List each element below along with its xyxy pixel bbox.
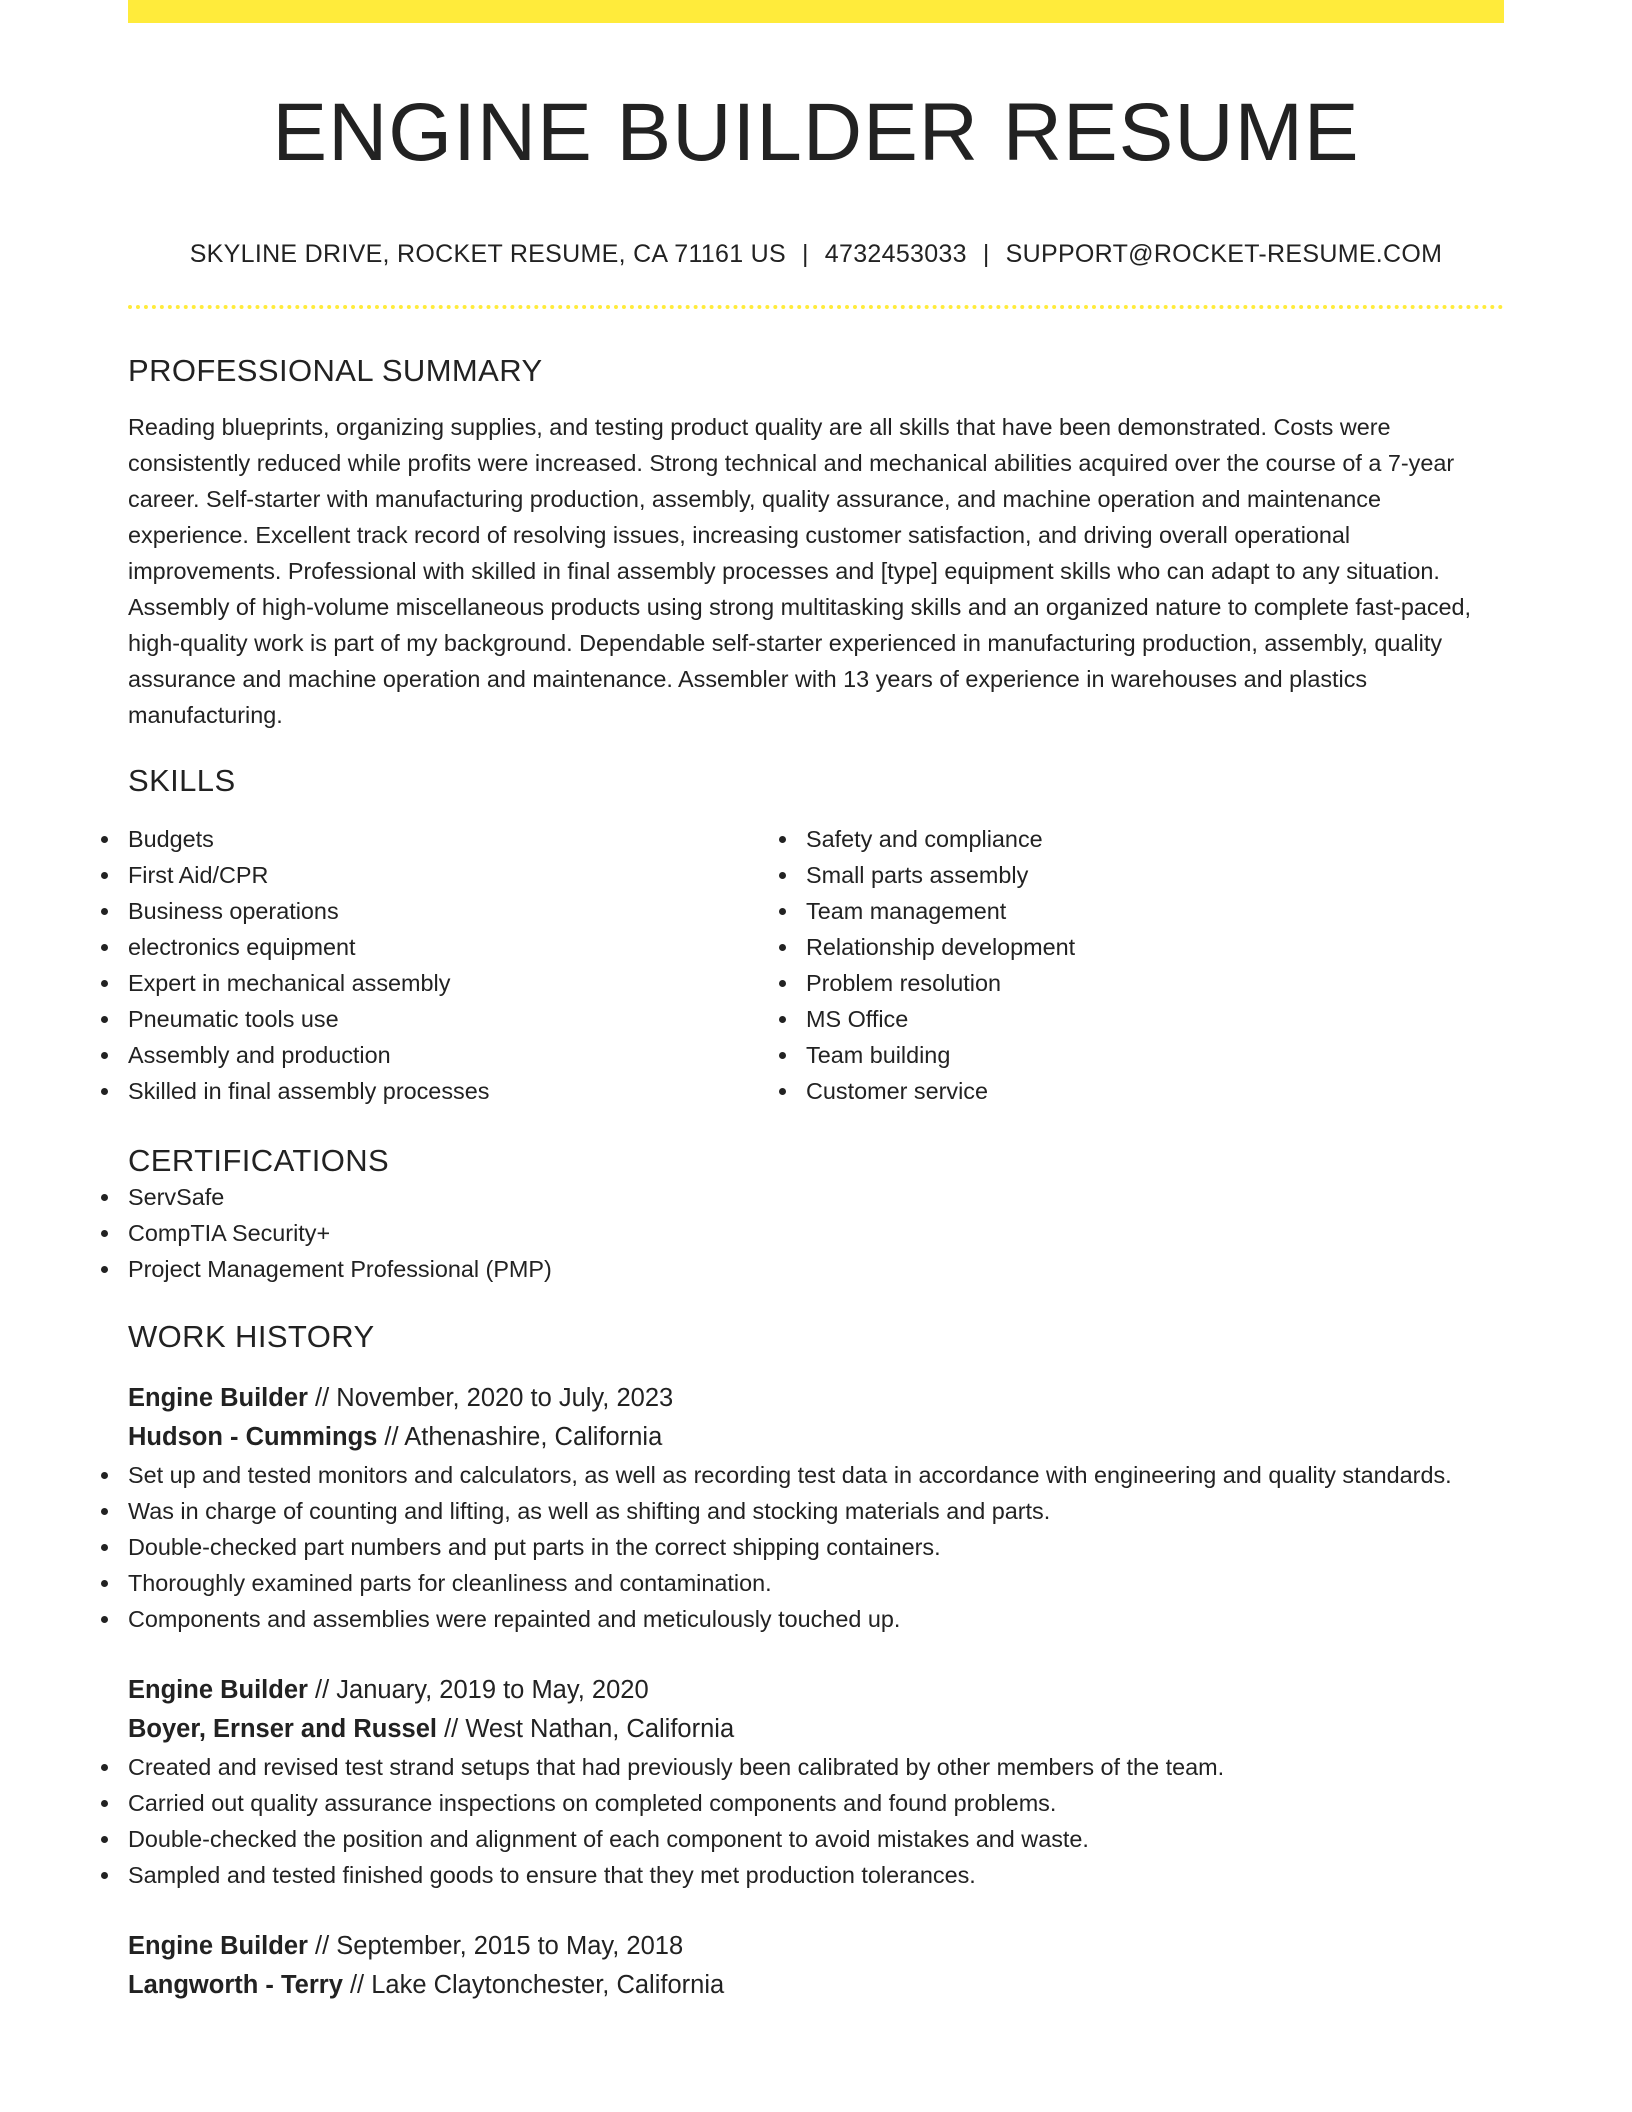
work-history-heading: WORK HISTORY [128, 1319, 375, 1354]
job-duty-item: Was in charge of counting and lifting, as well as shifting and stocking materials and parts. [128, 1493, 1504, 1529]
summary-text: Reading blueprints, organizing supplies, and testing product quality are all skills that have been demonstrated. Costs were consistently reduced while profits were increased. Strong technical and mechanical abilities acquired over the course of a 7-year career. Self-starter with manufacturing production, assembly, quality assurance, and machine operation and maintenance experience. Excellent track record of resolving issues, increasing customer satisfaction, and driving overall operational improvements. Professional with skilled in final assembly processes and [type] equipment skills who can adapt to any situation. Assembly of high-volume miscellaneous products using strong multitasking skills and an organized nature to complete fast-paced, high-quality work is part of my background. Dependable self-starter experienced in manufacturing production, assembly, quality assurance and machine operation and maintenance. Assembler with 13 years of experience in warehouses and plastics manufacturing. [128, 414, 1472, 728]
skill-item: Team management [806, 893, 1484, 929]
job-duty-item: Created and revised test strand setups that had previously been calibrated by other members of the team. [128, 1749, 1504, 1785]
job-role-line [128, 1379, 1504, 1418]
job-company-line [128, 1710, 1504, 1749]
job-company: Hudson - Cummings [128, 1423, 378, 1451]
skill-item: MS Office [806, 1001, 1484, 1037]
dotted-divider [128, 305, 1504, 309]
skill-item: Safety and compliance [806, 821, 1484, 857]
skill-item: Budgets [128, 821, 806, 857]
skill-item: Business operations [128, 893, 806, 929]
job-location: // Athenashire, California [384, 1423, 663, 1451]
skills-list-left [128, 821, 806, 1109]
skill-item: electronics equipment [128, 929, 806, 965]
resume-title: ENGINE BUILDER RESUME [272, 87, 1360, 178]
certifications-heading: CERTIFICATIONS [128, 1143, 390, 1178]
job-company: Boyer, Ernser and Russel [128, 1715, 437, 1743]
job-location: // West Nathan, California [444, 1715, 735, 1743]
skill-item: Relationship development [806, 929, 1484, 965]
contact-separator: | [982, 240, 990, 268]
job-duty-item: Thoroughly examined parts for cleanliness and contamination. [128, 1565, 1504, 1601]
job-duty-item: Set up and tested monitors and calculators, as well as recording test data in accordance with engineering and quality standards. [128, 1457, 1504, 1493]
contact-separator: | [802, 240, 809, 268]
skills-heading: SKILLS [128, 763, 236, 798]
job-company-line [128, 1418, 1504, 1457]
job-role: Engine Builder [128, 1932, 308, 1960]
job-dates: // January, 2019 to May, 2020 [315, 1676, 649, 1704]
job-entry [128, 1927, 1504, 2005]
job-duties-list [128, 1749, 1504, 1893]
contact-address: SKYLINE DRIVE, ROCKET RESUME, CA 71161 US [189, 240, 786, 268]
job-company-line [128, 1966, 1504, 2005]
skill-item: Skilled in final assembly processes [128, 1073, 806, 1109]
job-duty-item: Double-checked the position and alignment of each component to avoid mistakes and waste. [128, 1821, 1504, 1857]
certification-item: CompTIA Security+ [128, 1215, 1504, 1251]
accent-bar [128, 0, 1504, 23]
skill-item: Problem resolution [806, 965, 1484, 1001]
skill-item: First Aid/CPR [128, 857, 806, 893]
job-duty-item: Double-checked part numbers and put parts in the correct shipping containers. [128, 1529, 1504, 1565]
resume-page [128, 0, 1504, 2005]
skills-list-right [806, 821, 1484, 1109]
skill-item: Small parts assembly [806, 857, 1484, 893]
job-entry [128, 1671, 1504, 1893]
job-duty-item: Components and assemblies were repainted and meticulously touched up. [128, 1601, 1504, 1637]
certification-item: ServSafe [128, 1179, 1504, 1215]
contact-email: SUPPORT@ROCKET-RESUME.COM [1005, 240, 1443, 268]
contact-phone: 4732453033 [824, 240, 967, 268]
certification-item: Project Management Professional (PMP) [128, 1251, 1504, 1287]
job-duty-item: Carried out quality assurance inspections on completed components and found problems. [128, 1785, 1504, 1821]
work-history-list [128, 1379, 1504, 2005]
job-role-line [128, 1927, 1504, 1966]
job-dates: // September, 2015 to May, 2018 [315, 1932, 684, 1960]
job-duty-item: Sampled and tested finished goods to ensure that they met production tolerances. [128, 1857, 1504, 1893]
job-role-line [128, 1671, 1504, 1710]
skill-item: Expert in mechanical assembly [128, 965, 806, 1001]
skill-item: Team building [806, 1037, 1484, 1073]
contact-line [128, 239, 1504, 269]
skill-item: Customer service [806, 1073, 1484, 1109]
job-company: Langworth - Terry [128, 1971, 343, 1999]
skills-grid [128, 821, 1504, 1109]
certifications-list [128, 1179, 1504, 1287]
job-entry [128, 1379, 1504, 1637]
skill-item: Assembly and production [128, 1037, 806, 1073]
job-duties-list [128, 1457, 1504, 1637]
job-role: Engine Builder [128, 1384, 308, 1412]
job-role: Engine Builder [128, 1676, 308, 1704]
skill-item: Pneumatic tools use [128, 1001, 806, 1037]
job-dates: // November, 2020 to July, 2023 [315, 1384, 674, 1412]
job-location: // Lake Claytonchester, California [349, 1971, 725, 1999]
summary-heading: PROFESSIONAL SUMMARY [128, 353, 543, 388]
